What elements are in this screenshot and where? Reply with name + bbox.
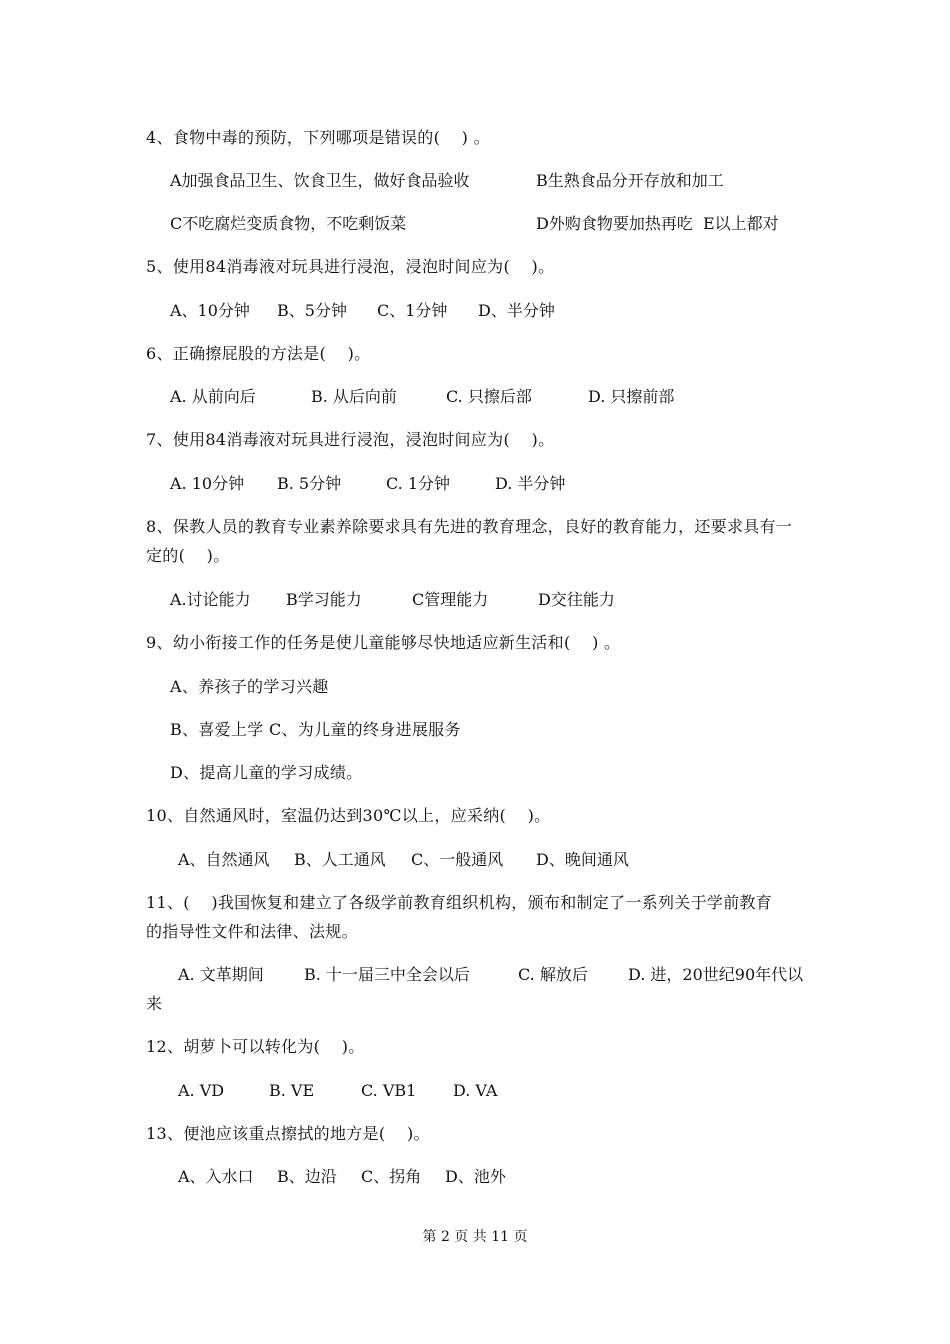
question-8-stem-line-1: 8、保教人员的教育专业素养除要求具有先进的教育理念，良好的教育能力，还要求具有一 <box>146 517 793 536</box>
question-8-stem-line-2: 定的( )。 <box>146 546 230 565</box>
question-13-options <box>178 1167 678 1287</box>
question-12-option-c: C. VB1 <box>361 1081 417 1100</box>
question-5-stem: 5、使用84消毒液对玩具进行浸泡，浸泡时间应为( )。 <box>146 257 555 276</box>
question-5-option-b: B、5分钟 <box>277 301 347 320</box>
question-11-option-d: D. 进，20世纪90年代以 <box>628 965 804 984</box>
question-4-option-a: A加强食品卫生、饮食卫生，做好食品验收 <box>170 171 470 190</box>
question-6-option-c: C. 只擦后部 <box>446 387 532 406</box>
question-4-stem: 4、食物中毒的预防，下列哪项是错误的( ) 。 <box>146 128 490 147</box>
question-11-option-b: B. 十一届三中全会以后 <box>304 965 470 984</box>
question-5-option-a: A、10分钟 <box>170 301 250 320</box>
question-4-option-c: C不吃腐烂变质食物，不吃剩饭菜 <box>170 214 407 233</box>
question-7-option-d: D. 半分钟 <box>495 474 566 493</box>
question-8-option-d: D交往能力 <box>538 590 615 609</box>
question-10-option-a: A、自然通风 <box>178 850 270 869</box>
question-11-option-a: A. 文革期间 <box>178 965 264 984</box>
question-8-option-b: B学习能力 <box>286 590 362 609</box>
question-7-option-a: A. 10分钟 <box>170 474 245 493</box>
question-8-option-a: A.讨论能力 <box>170 590 251 609</box>
question-11-option-c: C. 解放后 <box>518 965 588 984</box>
question-4-option-b: B生熟食品分开存放和加工 <box>536 171 724 190</box>
question-11-option-d-wrap: 来 <box>146 994 163 1013</box>
question-6-option-b: B. 从后向前 <box>311 387 397 406</box>
question-13-option-c: C、拐角 <box>361 1167 422 1186</box>
question-8-option-c: C管理能力 <box>412 590 489 609</box>
question-13-stem: 13、便池应该重点擦拭的地方是( )。 <box>146 1124 430 1143</box>
question-12-option-b: B. VE <box>269 1081 315 1100</box>
question-9-stem: 9、幼小衔接工作的任务是使儿童能够尽快地适应新生活和( ) 。 <box>146 633 621 652</box>
question-13-option-b: B、边沿 <box>277 1167 337 1186</box>
question-11-options <box>178 965 818 1085</box>
question-12-stem: 12、胡萝卜可以转化为( )。 <box>146 1037 365 1056</box>
question-11-stem-line-1: 11、( )我国恢复和建立了各级学前教育组织机构，颁布和制定了一系列关于学前教育 <box>146 893 773 912</box>
question-5-option-c: C、1分钟 <box>377 301 448 320</box>
question-10-stem: 10、自然通风时，室温仍达到30℃以上，应采纳( )。 <box>146 806 551 825</box>
question-6-option-d: D. 只擦前部 <box>588 387 675 406</box>
question-9-option-a: A、养孩子的学习兴趣 <box>170 677 329 696</box>
question-9-option-d: D、提高儿童的学习成绩。 <box>170 763 363 782</box>
question-13-option-a: A、入水口 <box>178 1167 254 1186</box>
question-7-stem: 7、使用84消毒液对玩具进行浸泡，浸泡时间应为( )。 <box>146 430 555 449</box>
question-13-option-d: D、池外 <box>445 1167 506 1186</box>
page-footer: 第 2 页 共 11 页 <box>422 1229 528 1245</box>
question-12-option-a: A. VD <box>178 1081 225 1100</box>
question-6-stem: 6、正确擦屁股的方法是( )。 <box>146 344 371 363</box>
question-4-option-d: D外购食物要加热再吃 E以上都对 <box>536 214 779 233</box>
question-9-option-bc: B、喜爱上学 C、为儿童的终身进展服务 <box>170 720 461 739</box>
question-11-stem-line-2: 的指导性文件和法律、法规。 <box>146 922 358 941</box>
question-12-option-d: D. VA <box>453 1081 498 1100</box>
question-5-option-d: D、半分钟 <box>478 301 555 320</box>
question-10-option-b: B、人工通风 <box>294 850 386 869</box>
question-6-option-a: A. 从前向后 <box>170 387 256 406</box>
question-7-option-b: B. 5分钟 <box>277 474 342 493</box>
question-4-options-row-2 <box>170 214 870 294</box>
question-10-option-d: D、晚间通风 <box>536 850 629 869</box>
question-7-option-c: C. 1分钟 <box>386 474 451 493</box>
question-10-option-c: C、一般通风 <box>411 850 504 869</box>
